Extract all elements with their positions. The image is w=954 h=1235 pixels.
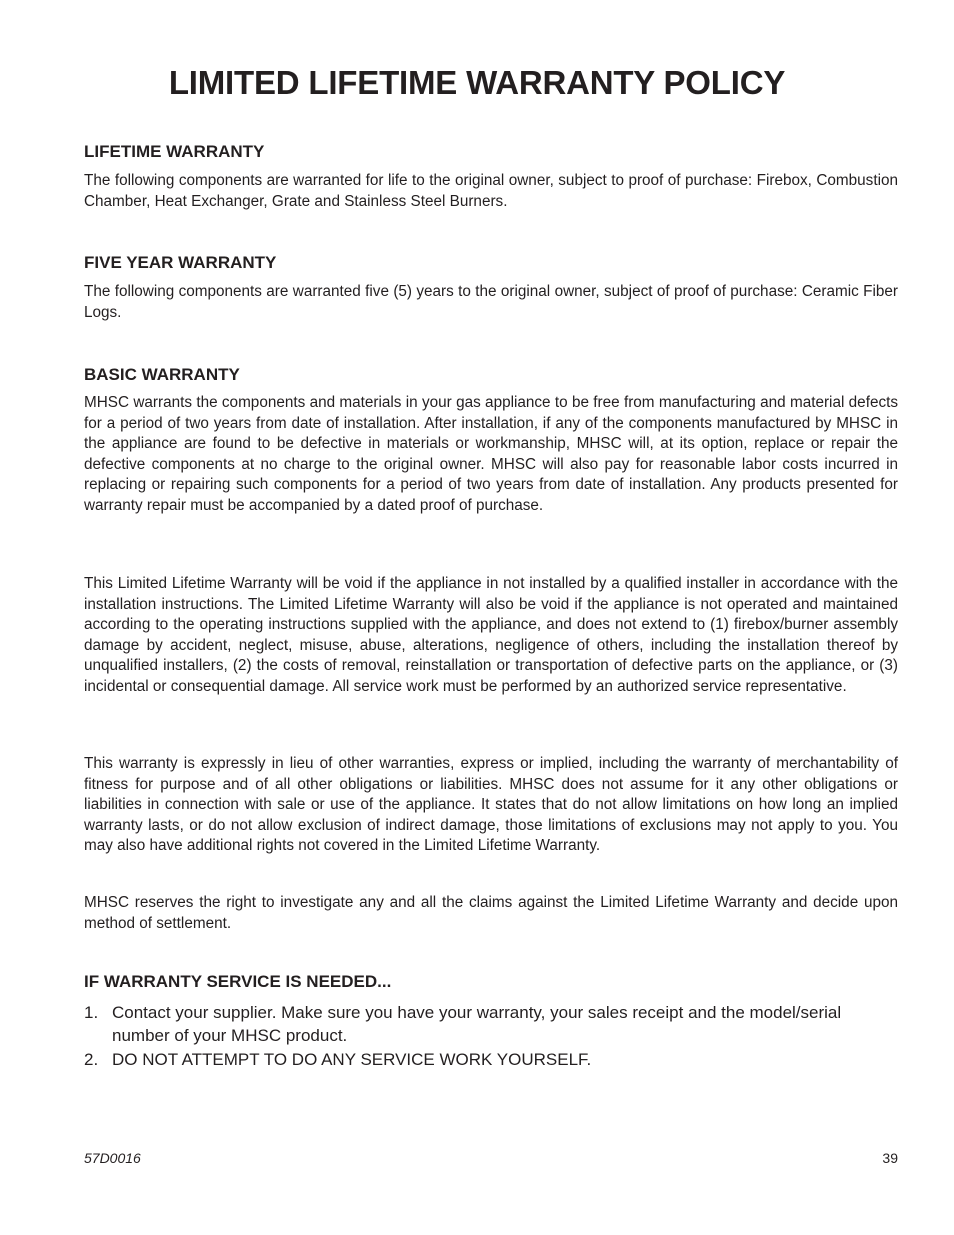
step-text: Contact your supplier. Make sure you have your warranty, your sales receipt and the model/​serial number of your MHSC product.: [112, 1003, 842, 1045]
page-title: LIMITED LIFETIME WARRANTY POLICY: [168, 64, 786, 101]
five-year-warranty-text: The following components are warranted five (5) years to the original owner, subject of proof of purchase: Ceramic Fiber Logs.: [84, 283, 898, 321]
list-item: [84, 1049, 884, 1072]
service-needed-heading: IF WARRANTY SERVICE IS NEEDED...: [84, 972, 392, 991]
basic-warranty-paragraph: MHSC warrants the components and materials in your gas appliance to be free from manufacturing and material defects for a period of two years from date of installation. After installation, if any of the components manufactured by MHSC in the appliance are found to be defective in materials or workmanship, MHSC will, at its option, replace or repair the defective components at no charge to the original owner. MHSC will also pay for reasonable labor costs incurred in replacing or repairing such components for a period of two years from date of installation. Any products presented for warranty repair must be accompanied by a dated proof of purchase.: [84, 394, 898, 514]
lifetime-warranty-heading: LIFETIME WARRANTY: [84, 142, 265, 161]
step-text: DO NOT ATTEMPT TO DO ANY SERVICE WORK YOURSELF.: [112, 1050, 592, 1069]
basic-warranty-heading: BASIC WARRANTY: [84, 365, 240, 384]
step-number: 2.: [84, 1050, 99, 1069]
service-steps-list: [84, 1002, 884, 1074]
document-number: 57D0016: [84, 1150, 141, 1166]
exclusions-paragraph: This warranty is expressly in lieu of other warranties, express or implied, including the warranty of merchantability of fitness for purpose and of all other obligations or liabilities. MHSC does not assume for it any other obligations or liabilities in connection with sale or use of the appliance. It states that do not allow limitations on how long an implied warranty lasts, or do not allow exclusion of indirect damage, those limitations of exclusions may not apply to you. You may also have additional rights not covered in the Limited Lifetime Warranty.: [84, 755, 898, 855]
five-year-warranty-heading: FIVE YEAR WARRANTY: [84, 253, 277, 272]
list-item: [84, 1002, 884, 1047]
claims-paragraph: MHSC reserves the right to investigate any and all the claims against the Limited Lifetime Warranty and decide upon method of settlement.: [84, 894, 898, 932]
void-conditions-paragraph: This Limited Lifetime Warranty will be void if the appliance in not installed by a qualified installer in accordance with the installation instructions. The Limited Lifetime Warranty will also be void if the appliance is not operated and maintained according to the operating instructions supplied with the appliance, and does not extend to (1) firebox/burner assembly damage by accident, neglect, misuse, abuse, alterations, negligence of others, including the installation thereof by unqualified installers, (2) the costs of removal, reinstallation or transportation of defective parts on the appliance, or (3) incidental or consequential damage. All service work must be performed by an authorized service representative.: [84, 575, 898, 695]
lifetime-warranty-text: The following components are warranted for life to the original owner, subject to proof of purchase: Firebox, Combustion Chamber, Heat Exchanger, Grate and Stainless Steel Burners.: [84, 172, 898, 210]
step-number: 1.: [84, 1003, 99, 1022]
page-number: 39: [882, 1150, 898, 1166]
